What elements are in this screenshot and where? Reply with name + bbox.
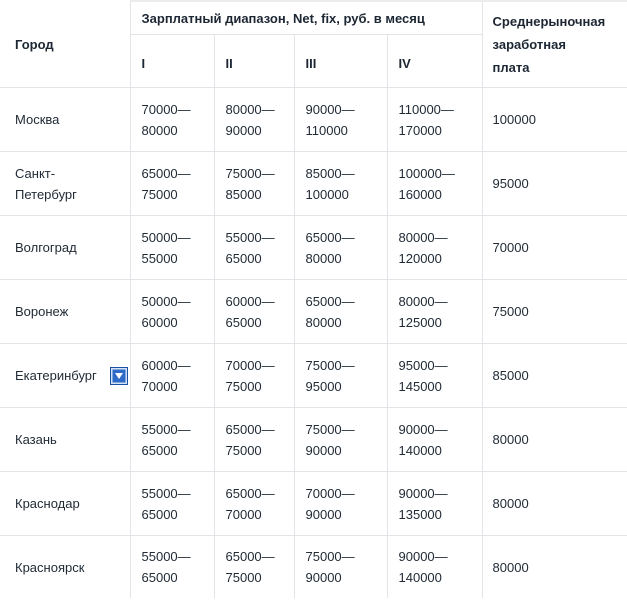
city-cell	[0, 472, 130, 536]
city-label: Казань	[15, 432, 57, 447]
salary-range-cell: 50000— 60000	[130, 280, 214, 344]
city-cell	[0, 280, 130, 344]
salary-range-cell: 65000— 70000	[214, 472, 294, 536]
table-row	[0, 472, 627, 536]
city-label: Краснодар	[15, 496, 80, 511]
salary-range-cell: 55000— 65000	[214, 216, 294, 280]
salary-range-cell: 60000— 65000	[214, 280, 294, 344]
average-salary-cell: 95000	[482, 152, 627, 216]
salary-range-cell: 90000— 140000	[387, 408, 482, 472]
salary-range-cell: 60000— 70000	[130, 344, 214, 408]
column-header-quarter-3: III	[294, 35, 387, 88]
salary-range-cell: 95000— 145000	[387, 344, 482, 408]
table-row	[0, 216, 627, 280]
salary-range-cell: 55000— 65000	[130, 536, 214, 599]
average-salary-cell: 80000	[482, 472, 627, 536]
salary-range-cell: 65000— 75000	[130, 152, 214, 216]
salary-range-cell: 75000— 90000	[294, 408, 387, 472]
table-row	[0, 408, 627, 472]
average-salary-cell: 70000	[482, 216, 627, 280]
salary-range-cell: 110000— 170000	[387, 88, 482, 152]
salary-range-cell: 70000— 75000	[214, 344, 294, 408]
city-cell	[0, 152, 130, 216]
table-row	[0, 536, 627, 599]
filter-dropdown-button[interactable]	[110, 367, 128, 385]
average-salary-cell: 75000	[482, 280, 627, 344]
city-label: Екатеринбург	[15, 368, 97, 383]
salary-range-cell: 65000— 80000	[294, 280, 387, 344]
city-label: Волгоград	[15, 240, 77, 255]
salary-range-cell: 90000— 140000	[387, 536, 482, 599]
salary-range-cell: 65000— 80000	[294, 216, 387, 280]
triangle-down-icon	[115, 373, 123, 379]
salary-range-cell: 75000— 90000	[294, 536, 387, 599]
salary-range-cell: 90000— 110000	[294, 88, 387, 152]
salary-range-cell: 80000— 120000	[387, 216, 482, 280]
salary-range-cell: 65000— 75000	[214, 408, 294, 472]
table-header	[0, 1, 627, 88]
average-salary-cell: 85000	[482, 344, 627, 408]
city-cell	[0, 536, 130, 599]
table-row	[0, 88, 627, 152]
average-salary-cell: 80000	[482, 408, 627, 472]
city-label: Санкт- Петербург	[15, 165, 77, 202]
column-header-city: Город	[15, 36, 54, 52]
city-cell	[0, 408, 130, 472]
salary-range-cell: 75000— 95000	[294, 344, 387, 408]
table-row	[0, 344, 627, 408]
salary-range-cell: 55000— 65000	[130, 472, 214, 536]
column-header-quarter-4: IV	[387, 35, 482, 88]
salary-range-cell: 50000— 55000	[130, 216, 214, 280]
table-row	[0, 280, 627, 344]
salary-range-cell: 80000— 90000	[214, 88, 294, 152]
city-cell	[0, 88, 130, 152]
salary-range-cell: 70000— 80000	[130, 88, 214, 152]
column-header-average-label: Среднерыночная заработная плата	[492, 14, 606, 75]
column-header-quarter-2: II	[214, 35, 294, 88]
salary-range-cell: 85000— 100000	[294, 152, 387, 216]
average-salary-cell: 80000	[482, 536, 627, 599]
table-row	[0, 152, 627, 216]
column-header-quarter-1: I	[130, 35, 214, 88]
column-header-average	[482, 1, 627, 88]
salary-range-cell: 70000— 90000	[294, 472, 387, 536]
city-cell	[0, 344, 130, 408]
city-label: Москва	[15, 112, 60, 127]
salary-range-cell: 75000— 85000	[214, 152, 294, 216]
city-label: Воронеж	[15, 304, 69, 319]
header-row-top	[0, 1, 627, 35]
salary-range-cell: 80000— 125000	[387, 280, 482, 344]
salary-range-cell: 90000— 135000	[387, 472, 482, 536]
salary-range-cell: 65000— 75000	[214, 536, 294, 599]
salary-range-cell: 100000— 160000	[387, 152, 482, 216]
city-cell	[0, 216, 130, 280]
city-label: Красноярск	[15, 559, 85, 575]
column-header-salary-range: Зарплатный диапазон, Net, fix, руб. в месяц	[130, 1, 482, 35]
table-body	[0, 88, 627, 599]
average-salary-cell: 100000	[482, 88, 627, 152]
salary-range-cell: 55000— 65000	[130, 408, 214, 472]
